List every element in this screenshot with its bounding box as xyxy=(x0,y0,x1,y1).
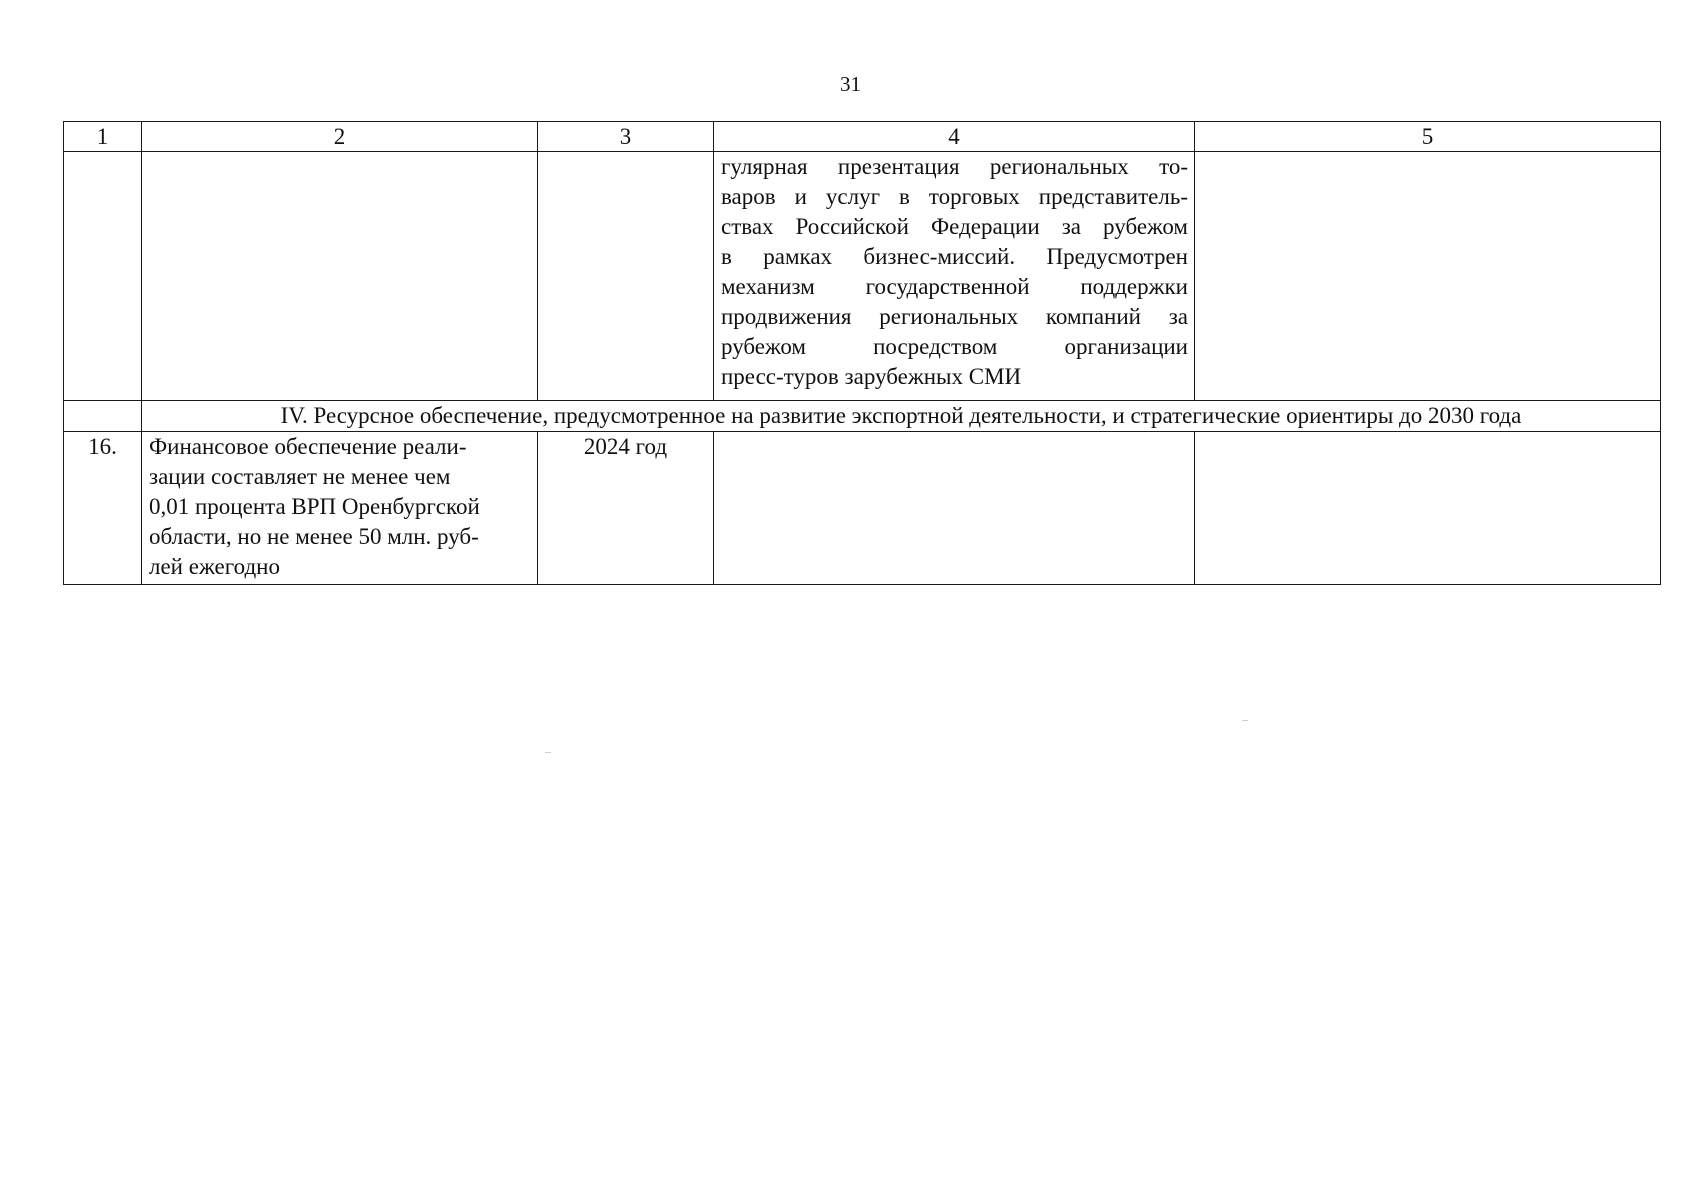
table-row-continuation xyxy=(64,152,1661,401)
row-mechanism xyxy=(714,432,1195,585)
row-number: 16. xyxy=(64,432,142,585)
text-line: механизм государственной поддержки xyxy=(721,274,1188,299)
header-col-2: 2 xyxy=(142,122,538,152)
table-row-16 xyxy=(64,432,1661,585)
section-heading-row xyxy=(64,401,1661,432)
header-col-5: 5 xyxy=(1195,122,1661,152)
cell-term xyxy=(538,152,714,401)
header-col-1: 1 xyxy=(64,122,142,152)
row-description xyxy=(142,432,538,585)
text-line: ствах Российской Федерации за рубежом xyxy=(721,214,1188,239)
text-line: в рамках бизнес-миссий. Предусмотрен xyxy=(721,244,1188,269)
header-row xyxy=(64,122,1661,152)
section-empty-cell xyxy=(64,401,142,432)
strategy-table xyxy=(63,121,1661,585)
cell-description xyxy=(142,152,538,401)
scan-speck xyxy=(545,752,551,753)
text-line: пресс-туров зарубежных СМИ xyxy=(721,364,1022,389)
text-line: Финансовое обеспечение реали- xyxy=(149,434,467,459)
header-col-3: 3 xyxy=(538,122,714,152)
row-notes xyxy=(1195,432,1661,585)
cell-notes xyxy=(1195,152,1661,401)
page-number: 31 xyxy=(840,72,861,96)
text-line: рубежом посредством организации xyxy=(721,334,1188,359)
text-line: продвижения региональных компаний за xyxy=(721,304,1188,329)
text-line: варов и услуг в торговых представитель- xyxy=(721,184,1188,209)
header-col-4: 4 xyxy=(714,122,1195,152)
text-line: зации составляет не менее чем xyxy=(149,464,451,489)
row-term: 2024 год xyxy=(538,432,714,585)
text-line: области, но не менее 50 млн. руб- xyxy=(149,524,479,549)
text-line: гулярная презентация региональных то- xyxy=(721,154,1188,179)
section-heading: IV. Ресурсное обеспечение, предусмотренное на развитие экспортной деятельности, и стратегические ориентиры до 2030 года xyxy=(142,401,1661,432)
scan-speck xyxy=(1242,720,1248,721)
cell-mechanism xyxy=(714,152,1195,401)
cell-number xyxy=(64,152,142,401)
text-line: 0,01 процента ВРП Оренбургской xyxy=(149,494,480,519)
text-line: лей ежегодно xyxy=(149,554,280,579)
